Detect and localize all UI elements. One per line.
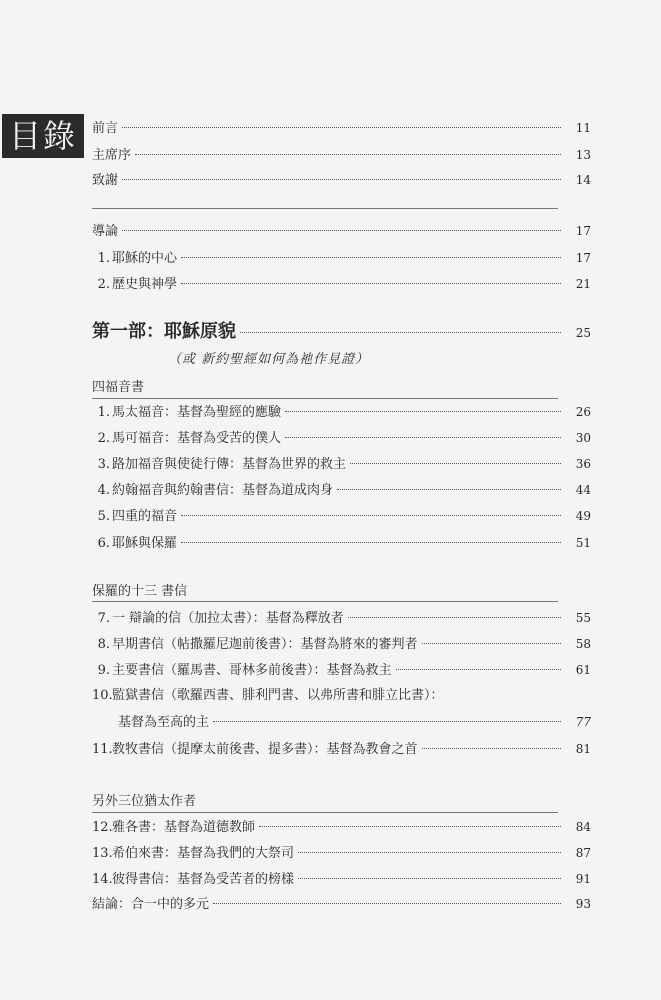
entry-page: 44: [575, 483, 591, 497]
dot-leader: [122, 230, 561, 231]
entry-page: 55: [575, 611, 591, 625]
entry-title: 彼得書信：基督為受苦者的榜樣: [112, 872, 295, 887]
entry-title: 教牧書信（提摩太前後書、提多書）：基督為教會之首: [112, 742, 418, 757]
entry-title: 雅各書：基督為道德教師: [112, 820, 256, 835]
entry-title: 路加福音與使徒行傳：基督為世界的救主: [112, 457, 347, 472]
toc-entry-conclusion[interactable]: [92, 894, 591, 914]
entry-title: 約翰福音與約翰書信：基督為道成肉身: [112, 483, 334, 498]
entry-number: 11.: [92, 742, 113, 757]
entry-page: 14: [575, 173, 591, 187]
toc-entry-ch9[interactable]: [92, 660, 591, 680]
entry-number: 4.: [97, 483, 110, 498]
section-heading-pauline: 保羅的十三 書信: [92, 584, 188, 599]
entry-page: 13: [575, 148, 591, 162]
entry-number: 2.: [97, 431, 110, 446]
entry-page: 36: [575, 457, 591, 471]
section-heading-gospels: 四福音書: [92, 380, 145, 395]
dot-leader: [259, 826, 561, 827]
entry-title: 導論: [92, 224, 119, 239]
toc-entry-intro-2[interactable]: [92, 274, 591, 294]
dot-leader: [337, 489, 561, 490]
toc-entry-ch11[interactable]: [92, 739, 591, 759]
entry-page: 77: [575, 715, 591, 729]
entry-number: 8.: [97, 637, 110, 652]
toc-entry-ch10-continued[interactable]: [118, 712, 591, 732]
entry-title: 耶穌與保羅: [112, 536, 178, 551]
entry-title: 一 辯論的信（加拉太書）：基督為釋放者: [112, 611, 344, 626]
toc-entry-introduction[interactable]: [92, 221, 591, 241]
toc-entry-intro-1[interactable]: [92, 248, 591, 268]
entry-number: 12.: [92, 820, 113, 835]
entry-title: 馬可福音：基督為受苦的僕人: [112, 431, 282, 446]
toc-entry-ch8[interactable]: [92, 634, 591, 654]
entry-page: 26: [575, 405, 591, 419]
entry-number: 5.: [97, 509, 110, 524]
dot-leader: [350, 463, 561, 464]
entry-title: 希伯來書：基督為我們的大祭司: [112, 846, 295, 861]
dot-leader: [285, 437, 561, 438]
entry-number: 3.: [97, 457, 110, 472]
entry-page: 11: [575, 121, 591, 135]
entry-page: 61: [575, 663, 591, 677]
toc-entry-ch12[interactable]: [92, 817, 591, 837]
entry-title: 前言: [92, 121, 119, 136]
entry-title: 四重的福音: [112, 509, 178, 524]
part-subtitle: （或 新約聖經如何為祂作見證）: [168, 352, 370, 367]
toc-entry-chair-preface[interactable]: [92, 145, 591, 165]
section-divider: [92, 601, 558, 602]
dot-leader: [422, 643, 561, 644]
dot-leader: [213, 721, 561, 722]
entry-title: 馬太福音：基督為聖經的應驗: [112, 405, 282, 420]
entry-title: 耶穌的中心: [112, 251, 178, 266]
entry-page: 17: [575, 224, 591, 238]
entry-page: 91: [575, 872, 591, 886]
entry-page: 87: [575, 846, 591, 860]
entry-page: 51: [575, 536, 591, 550]
dot-leader: [181, 542, 561, 543]
entry-number: 2.: [97, 277, 110, 292]
toc-entry-ch14[interactable]: [92, 869, 591, 889]
entry-title: 致謝: [92, 173, 119, 188]
entry-page: 81: [575, 742, 591, 756]
entry-title: 早期書信（帖撒羅尼迦前後書）：基督為將來的審判者: [112, 637, 418, 652]
entry-page: 49: [575, 509, 591, 523]
entry-title: 結論：合一中的多元: [92, 897, 210, 912]
entry-title: 主要書信（羅馬書、哥林多前後書）：基督為救主: [112, 663, 392, 678]
section-divider: [92, 208, 558, 209]
toc-entry-ch5[interactable]: [92, 506, 591, 526]
dot-leader: [181, 515, 561, 516]
toc-entry-ch10[interactable]: [92, 686, 591, 706]
entry-page: 25: [575, 326, 591, 340]
toc-entry-ch6[interactable]: [92, 533, 591, 553]
dot-leader: [122, 127, 561, 128]
entry-number: 6.: [97, 536, 110, 551]
entry-number: 13.: [92, 846, 113, 861]
entry-page: 21: [575, 277, 591, 291]
entry-title: 監獄書信（歌羅西書、腓利門書、以弗所書和腓立比書）：: [112, 688, 444, 703]
dot-leader: [122, 179, 561, 180]
dot-leader: [181, 283, 561, 284]
toc-entry-acknowledgements[interactable]: [92, 170, 591, 190]
toc-entry-ch3[interactable]: [92, 454, 591, 474]
entry-page: 58: [575, 637, 591, 651]
entry-page: 17: [575, 251, 591, 265]
entry-title: 歷史與神學: [112, 277, 178, 292]
section-divider: [92, 812, 558, 813]
dot-leader: [348, 617, 561, 618]
dot-leader: [285, 411, 561, 412]
entry-page: 84: [575, 820, 591, 834]
dot-leader: [181, 257, 561, 258]
entry-number: 14.: [92, 872, 113, 887]
dot-leader: [213, 903, 561, 904]
entry-number: 1.: [97, 405, 110, 420]
toc-entry-ch4[interactable]: [92, 480, 591, 500]
entry-number: 1.: [97, 251, 110, 266]
dot-leader: [240, 332, 561, 333]
entry-page: 30: [575, 431, 591, 445]
dot-leader: [396, 669, 561, 670]
toc-entry-ch7[interactable]: [92, 608, 591, 628]
section-heading-other-authors: 另外三位猶太作者: [92, 794, 197, 809]
entry-title-continued: 基督為至高的主: [118, 715, 210, 730]
toc-entry-ch1[interactable]: [92, 402, 591, 422]
dot-leader: [135, 154, 561, 155]
toc-badge: 目錄: [2, 114, 84, 158]
dot-leader: [298, 852, 561, 853]
entry-page: 93: [575, 897, 591, 911]
dot-leader: [422, 748, 561, 749]
toc-entry-ch2[interactable]: [92, 428, 591, 448]
part-title: 第一部：耶穌原貌: [92, 321, 236, 342]
dot-leader: [298, 878, 561, 879]
entry-number: 10.: [92, 688, 113, 703]
section-divider: [92, 398, 558, 399]
toc-entry-ch13[interactable]: [92, 843, 591, 863]
toc-entry-part-one[interactable]: [92, 319, 591, 345]
entry-number: 9.: [97, 663, 110, 678]
entry-title: 主席序: [92, 148, 132, 163]
toc-entry-preface[interactable]: [92, 118, 591, 138]
entry-number: 7.: [97, 611, 110, 626]
